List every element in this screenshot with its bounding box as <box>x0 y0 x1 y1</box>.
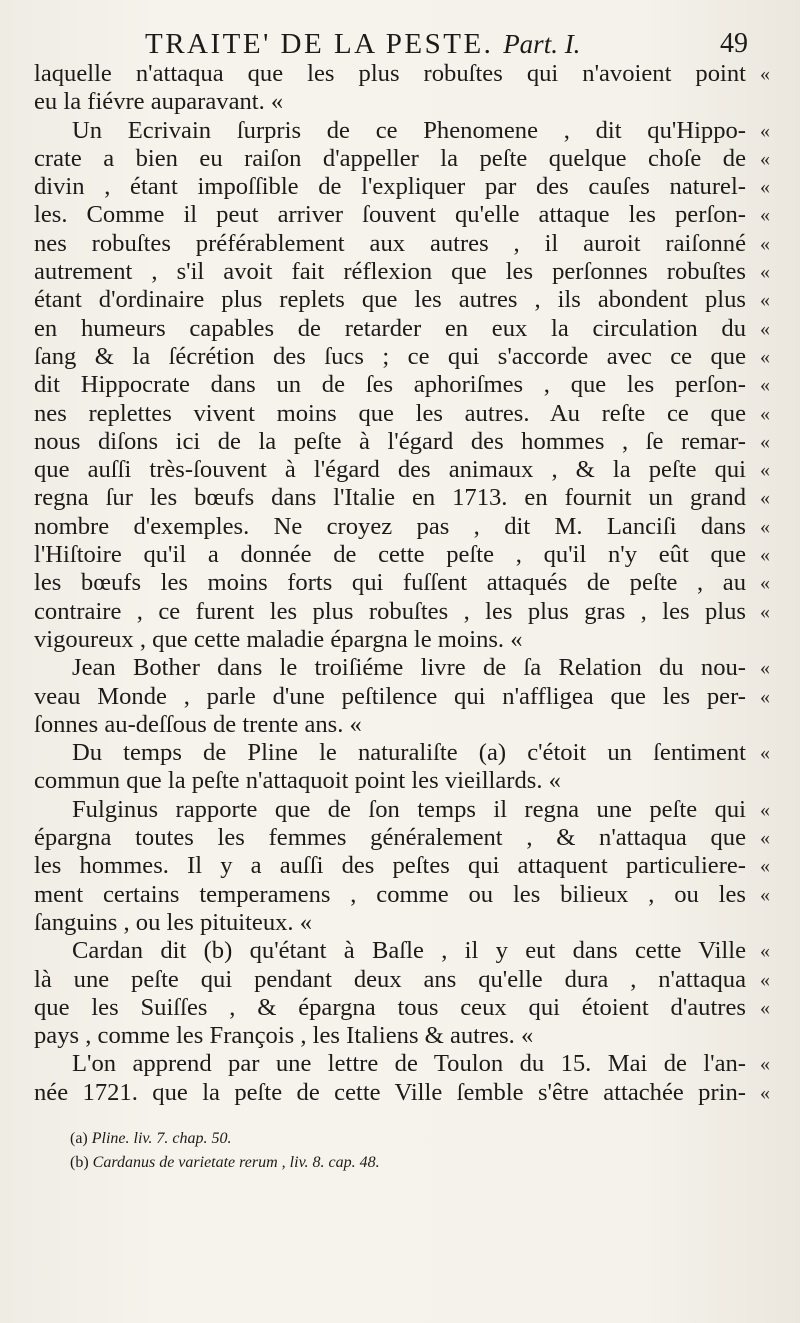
quotation-mark: « <box>760 374 770 397</box>
book-title: TRAITE' DE LA PESTE. <box>145 28 494 60</box>
text-line <box>34 569 770 597</box>
text-line <box>34 795 770 824</box>
quotation-mark: « <box>760 487 770 510</box>
text-line <box>34 767 764 795</box>
quotation-mark: « <box>760 289 770 312</box>
text-line <box>34 512 770 541</box>
text-line <box>34 597 770 626</box>
text-line-content: que auſſi très-ſouvent à l'égard des animaux , & la peſte qui <box>34 456 746 484</box>
text-line <box>34 1078 770 1107</box>
text-line <box>34 116 770 145</box>
text-line-content: nes robuſtes préférablement aux autres , il auroit raiſonné <box>34 229 746 257</box>
text-line-content: divin , étant impoſſible de l'expliquer par des cauſes naturel- <box>34 173 746 201</box>
body-text <box>34 60 770 1107</box>
quotation-mark: « <box>760 968 770 991</box>
text-line <box>34 682 770 711</box>
quotation-mark: « <box>760 261 770 284</box>
text-line-content: ſang & la ſécrétion des ſucs ; ce qui s'accorde avec ce que <box>34 342 746 370</box>
text-line-content: ment certains temperamens , comme ou les bilieux , ou les <box>34 880 746 908</box>
text-line-content: née 1721. que la peſte de cette Ville ſemble s'être attachée prin- <box>34 1078 746 1106</box>
text-line-content: autrement , s'il avoit fait réflexion que les perſonnes robuſtes <box>34 258 746 286</box>
text-line <box>34 60 770 88</box>
text-line-content: Du temps de Pline le naturaliſte (a) c'étoit un ſentiment <box>72 739 746 767</box>
quotation-mark: « <box>760 147 770 170</box>
text-line-content: L'on apprend par une lettre de Toulon du 15. Mai de l'an- <box>72 1050 746 1078</box>
text-line <box>34 286 770 314</box>
text-line <box>34 144 770 173</box>
footnote-text: Pline. liv. 7. chap. 50. <box>91 1130 232 1147</box>
text-line <box>34 1022 764 1050</box>
text-line <box>34 201 770 229</box>
text-line <box>34 852 770 880</box>
text-line-content: Un Ecrivain ſurpris de ce Phenomene , dit qu'Hippo- <box>72 116 746 144</box>
footnote <box>70 1151 730 1175</box>
text-line-content: les hommes. Il y a auſſi des peſtes qui attaquent particuliere- <box>34 852 746 880</box>
footnotes <box>70 1127 730 1175</box>
text-line-content: là une peſte qui pendant deux ans qu'elle dura , n'attaqua <box>34 965 746 993</box>
quotation-mark: « <box>760 402 770 425</box>
text-line-content: contraire , ce furent les plus robuſtes , les plus gras , les plus <box>34 597 746 625</box>
text-line <box>34 258 770 286</box>
quotation-mark: « <box>760 996 770 1019</box>
quotation-mark: « <box>760 430 770 453</box>
quotation-mark: « <box>760 515 770 538</box>
quotation-mark: « <box>760 685 770 708</box>
quotation-mark: « <box>760 572 770 595</box>
quotation-mark: « <box>760 119 770 142</box>
quotation-mark: « <box>760 544 770 567</box>
footnote <box>70 1127 730 1151</box>
quotation-mark: « <box>760 883 770 906</box>
text-line-content: que les Suiſſes , & épargna tous ceux qui étoient d'autres <box>34 993 746 1021</box>
quotation-mark: « <box>760 459 770 482</box>
quotation-mark: « <box>760 1053 770 1076</box>
text-line-content: vigoureux , que cette maladie épargna le moins. « <box>34 625 523 653</box>
text-line <box>34 484 770 512</box>
text-line <box>34 88 764 116</box>
quotation-mark: « <box>760 855 770 878</box>
text-line-content: commun que la peſte n'attaquoit point les vieillards. « <box>34 767 561 795</box>
quotation-mark: « <box>760 345 770 368</box>
text-line-content: l'Hiſtoire qu'il a donnée de cette peſte , qu'il n'y eût que <box>34 541 746 569</box>
text-line-content: crate a bien eu raiſon d'appeller la peſte quelque choſe de <box>34 144 746 172</box>
text-line-content: dit Hippocrate dans un de ſes aphoriſmes , que les perſon- <box>34 371 746 399</box>
page-number: 49 <box>720 28 748 59</box>
text-line <box>34 654 770 682</box>
quotation-mark: « <box>760 940 770 963</box>
text-line <box>34 1050 770 1078</box>
text-line-content: eu la fiévre auparavant. « <box>34 88 284 116</box>
text-line <box>34 880 770 909</box>
text-line <box>34 909 764 937</box>
text-line-content: Fulginus rapporte que de ſon temps il regna une peſte qui <box>72 795 746 823</box>
text-line <box>34 456 770 484</box>
text-line <box>34 173 770 201</box>
text-line <box>34 739 770 767</box>
quotation-mark: « <box>760 176 770 199</box>
text-line <box>34 371 770 399</box>
text-line-content: ſanguins , ou les pituiteux. « <box>34 908 313 936</box>
quotation-mark: « <box>760 232 770 255</box>
text-line-content: regna ſur les bœufs dans l'Italie en 1713. en fournit un grand <box>34 484 746 512</box>
quotation-mark: « <box>760 63 770 85</box>
quotation-mark: « <box>760 798 770 821</box>
quotation-mark: « <box>760 742 770 765</box>
text-line <box>34 427 770 456</box>
quotation-mark: « <box>760 657 770 680</box>
quotation-mark: « <box>760 600 770 623</box>
footnote-ref: (b) <box>70 1154 89 1171</box>
text-line-content: veau Monde , parle d'une peſtilence qui n'affligea que les per- <box>34 682 746 710</box>
running-title <box>145 28 580 61</box>
text-line <box>34 399 770 428</box>
text-line-content: laquelle n'attaqua que les plus robuſtes qui n'avoient point <box>34 60 746 87</box>
text-line-content: étant d'ordinaire plus replets que les autres , ils abondent plus <box>34 286 746 314</box>
quotation-mark: « <box>760 1081 770 1104</box>
text-line <box>34 965 770 994</box>
text-line-content: les bœufs les moins forts qui fuſſent attaqués de peſte , au <box>34 569 746 597</box>
footnote-text: Cardanus de varietate rerum , liv. 8. cap. 48. <box>92 1154 380 1171</box>
text-line <box>34 229 770 258</box>
text-line <box>34 711 764 739</box>
text-line-content: Jean Bother dans le troiſiéme livre de ſa Relation du nou- <box>72 654 746 682</box>
quotation-mark: « <box>760 204 770 227</box>
quotation-mark: « <box>760 827 770 850</box>
text-line-content: en humeurs capables de retarder en eux la circulation du <box>34 314 746 342</box>
text-line-content: nous diſons ici de la peſte à l'égard des hommes , ſe remar- <box>34 427 746 455</box>
text-line-content: ſonnes au-deſſous de trente ans. « <box>34 710 362 738</box>
footnote-ref: (a) <box>70 1130 88 1147</box>
text-line-content: Cardan dit (b) qu'étant à Baſle , il y eut dans cette Ville <box>72 937 746 965</box>
quotation-mark: « <box>760 317 770 340</box>
text-line-content: pays , comme les François , les Italiens & autres. « <box>34 1022 534 1050</box>
text-line <box>34 626 764 654</box>
text-line-content: nombre d'exemples. Ne croyez pas , dit M. Lanciſi dans <box>34 512 746 540</box>
text-line <box>34 342 770 371</box>
text-line-content: épargna toutes les femmes généralement , & n'attaqua que <box>34 824 746 852</box>
text-line <box>34 824 770 852</box>
text-line <box>34 937 770 965</box>
text-line <box>34 314 770 343</box>
text-line-content: les. Comme il peut arriver ſouvent qu'elle attaque les perſon- <box>34 201 746 229</box>
text-line <box>34 993 770 1022</box>
text-line-content: nes replettes vivent moins que les autres. Au reſte ce que <box>34 399 746 427</box>
part-label: Part. I. <box>503 29 581 59</box>
text-line <box>34 541 770 569</box>
